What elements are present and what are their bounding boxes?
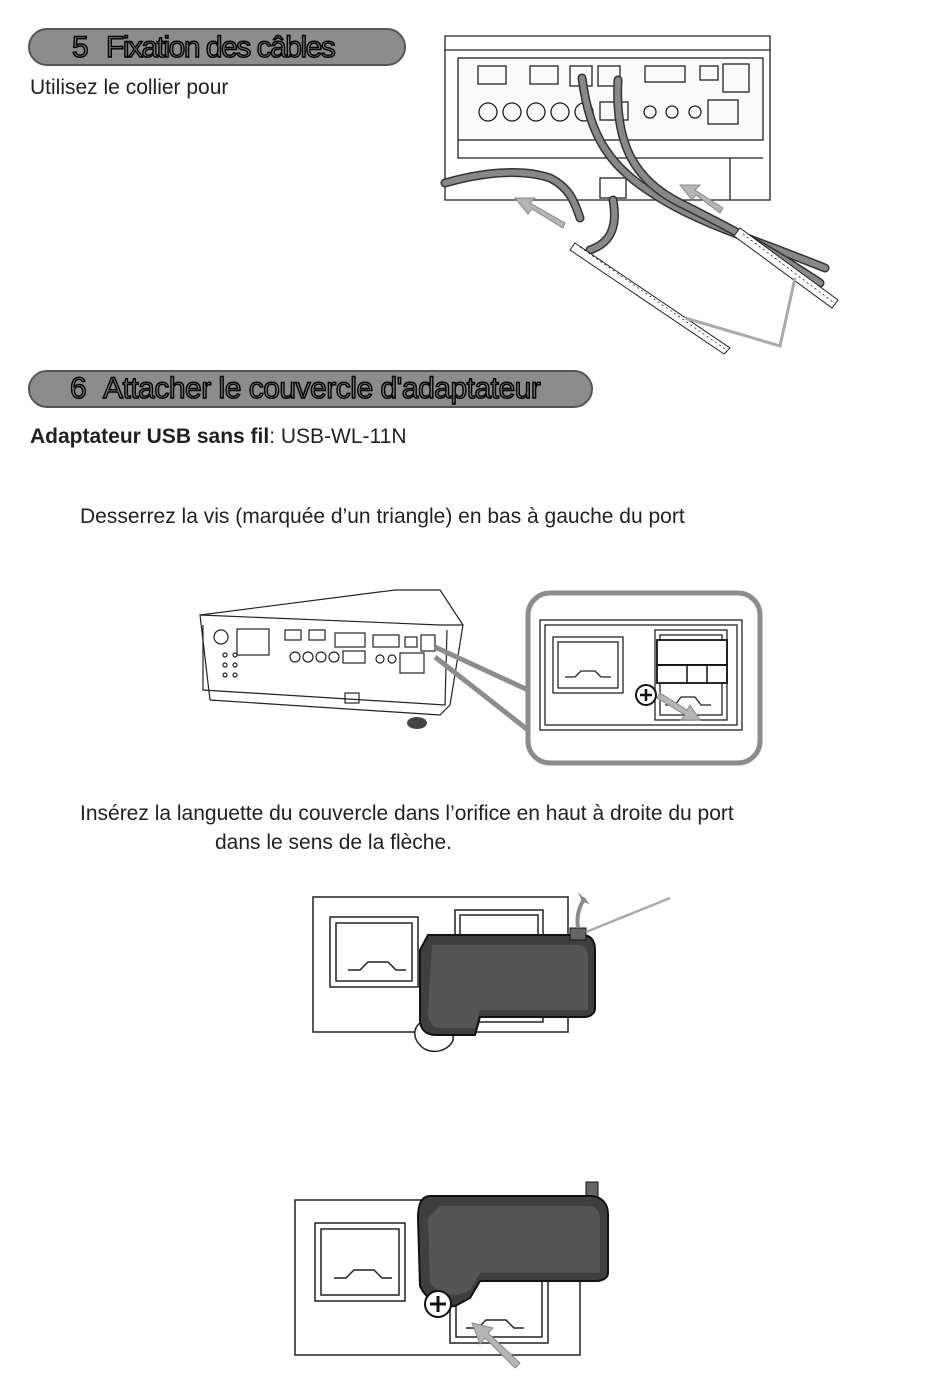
cover-insert-illustration: [310, 880, 670, 1060]
cable-tie-illustration: [440, 28, 840, 353]
step2-text-line2: dans le sens de la flèche.: [215, 831, 452, 854]
section6-number: 6: [70, 372, 87, 405]
adapter-line: [30, 423, 407, 451]
section5-number: 5: [72, 31, 89, 64]
cover-attached-illustration: [290, 1178, 620, 1368]
section5-intro: Utilisez le collier pour: [30, 76, 229, 99]
step2-text-line1: Insérez la languette du couvercle dans l’orifice en haut à droite du port: [80, 802, 734, 825]
section5-title: Fixation des câbles: [106, 31, 335, 64]
section6-title: Attacher le couvercle d'adaptateur: [103, 372, 541, 405]
adapter-model: : USB-WL-11N: [269, 425, 407, 448]
projector-port-illustration: [195, 585, 775, 770]
step1-text: Desserrez la vis (marquée d’un triangle) en bas à gauche du port: [80, 505, 685, 528]
adapter-label: Adaptateur USB sans fil: [30, 425, 270, 448]
